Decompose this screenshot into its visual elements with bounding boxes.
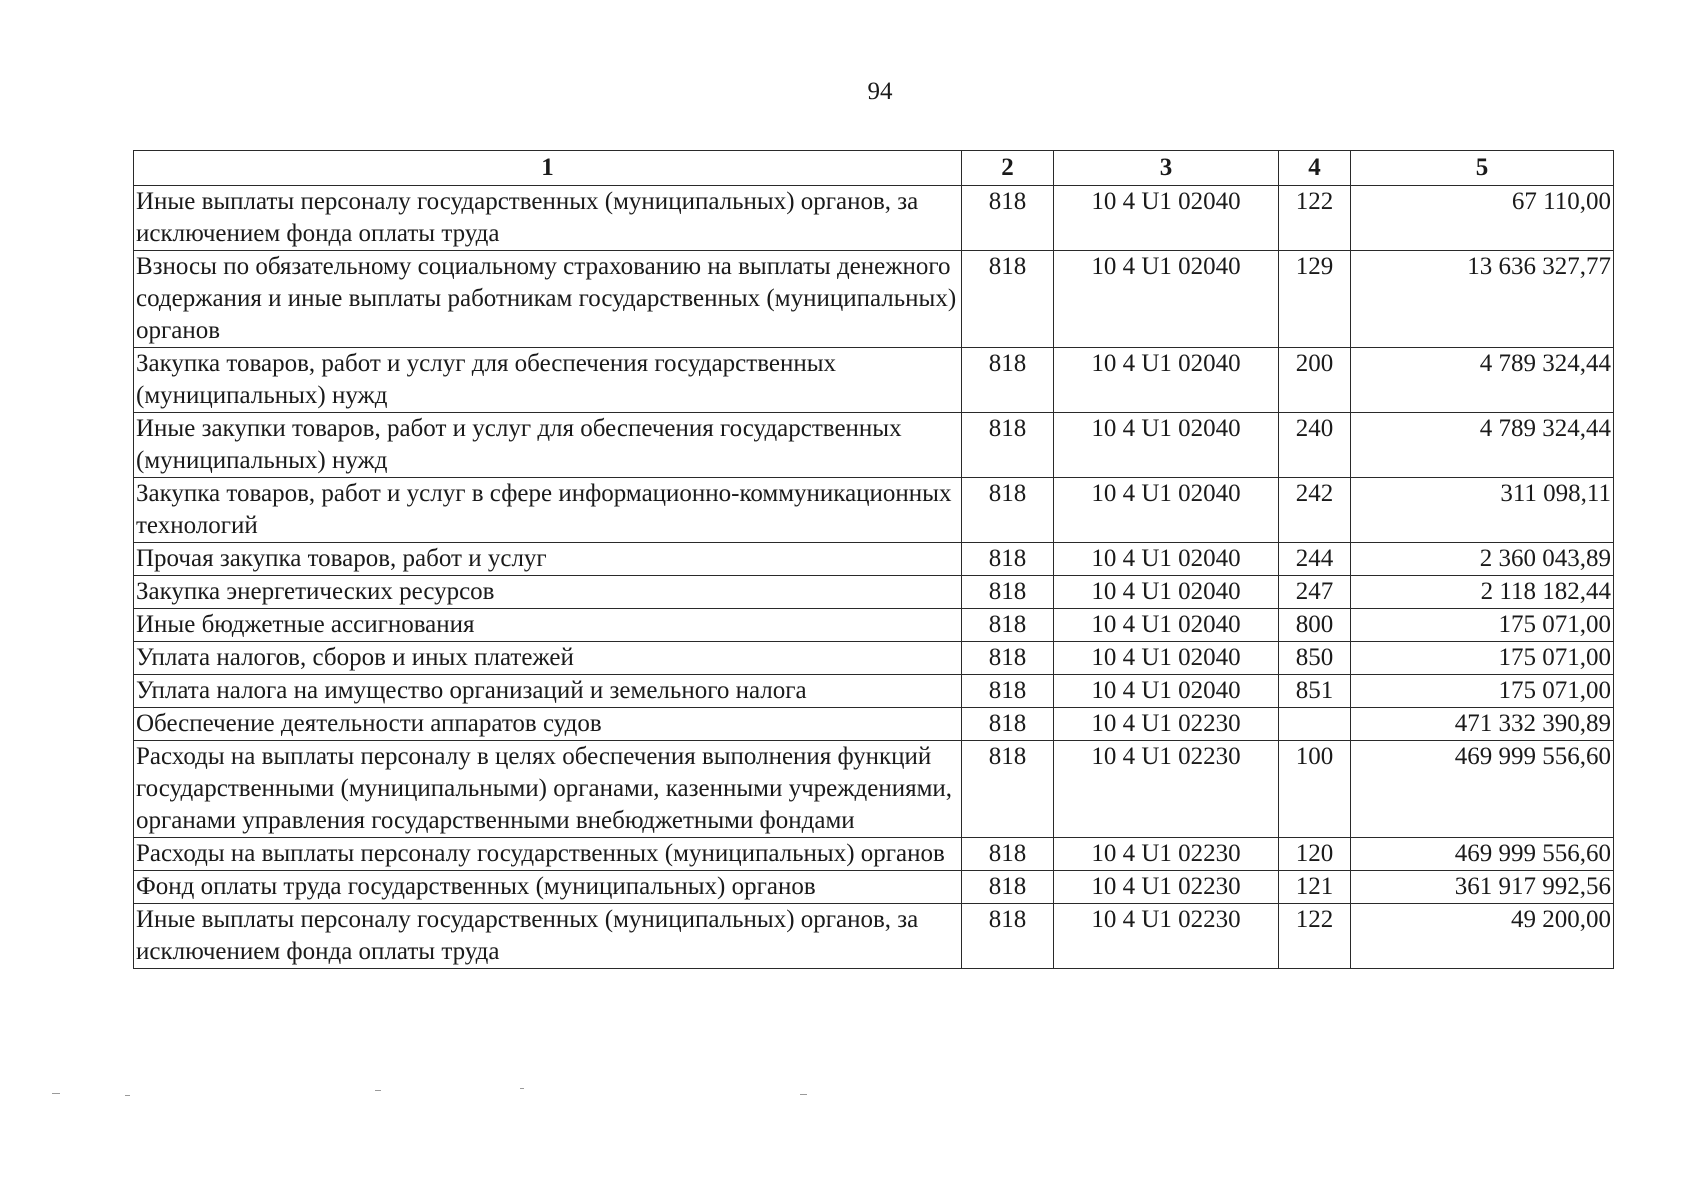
table-header-row <box>134 151 1614 186</box>
scan-speck <box>52 1093 60 1094</box>
scan-speck <box>375 1090 381 1091</box>
row-ministry-cell: 818 <box>962 348 1054 413</box>
row-ministry-cell: 818 <box>962 576 1054 609</box>
row-target-cell: 10 4 U1 02040 <box>1054 251 1279 348</box>
row-ministry-cell: 818 <box>962 186 1054 251</box>
row-target-cell: 10 4 U1 02040 <box>1054 675 1279 708</box>
row-name-cell: Прочая закупка товаров, работ и услуг <box>134 543 962 576</box>
row-target-cell: 10 4 U1 02040 <box>1054 543 1279 576</box>
table-row <box>134 251 1614 348</box>
row-target-cell: 10 4 U1 02230 <box>1054 904 1279 969</box>
row-target-cell: 10 4 U1 02040 <box>1054 478 1279 543</box>
row-ministry-cell: 818 <box>962 741 1054 838</box>
row-ministry-cell: 818 <box>962 904 1054 969</box>
row-expense-cell: 200 <box>1279 348 1351 413</box>
row-name-cell: Расходы на выплаты персоналу государственных (муниципальных) органов <box>134 838 962 871</box>
row-target-cell: 10 4 U1 02230 <box>1054 871 1279 904</box>
table-row <box>134 741 1614 838</box>
row-expense-cell: 850 <box>1279 642 1351 675</box>
row-name-cell: Обеспечение деятельности аппаратов судов <box>134 708 962 741</box>
table-row <box>134 871 1614 904</box>
row-amount-cell: 13 636 327,77 <box>1351 251 1614 348</box>
row-target-cell: 10 4 U1 02040 <box>1054 413 1279 478</box>
row-target-cell: 10 4 U1 02040 <box>1054 576 1279 609</box>
row-amount-cell: 471 332 390,89 <box>1351 708 1614 741</box>
row-ministry-cell: 818 <box>962 642 1054 675</box>
row-expense-cell: 122 <box>1279 186 1351 251</box>
scan-speck <box>800 1094 807 1095</box>
row-ministry-cell: 818 <box>962 543 1054 576</box>
row-amount-cell: 361 917 992,56 <box>1351 871 1614 904</box>
row-amount-cell: 2 360 043,89 <box>1351 543 1614 576</box>
table-row <box>134 838 1614 871</box>
row-amount-cell: 469 999 556,60 <box>1351 741 1614 838</box>
row-name-cell: Закупка товаров, работ и услуг для обеспечения государственных (муниципальных) нужд <box>134 348 962 413</box>
row-ministry-cell: 818 <box>962 871 1054 904</box>
row-ministry-cell: 818 <box>962 609 1054 642</box>
row-amount-cell: 4 789 324,44 <box>1351 348 1614 413</box>
row-amount-cell: 2 118 182,44 <box>1351 576 1614 609</box>
header-col-4: 4 <box>1279 151 1351 186</box>
row-expense-cell: 122 <box>1279 904 1351 969</box>
table-row <box>134 478 1614 543</box>
row-name-cell: Закупка товаров, работ и услуг в сфере информационно-коммуникационных технологий <box>134 478 962 543</box>
header-col-5: 5 <box>1351 151 1614 186</box>
row-name-cell: Взносы по обязательному социальному страхованию на выплаты денежного содержания и иные выплаты работникам государственных (муниципальных) органов <box>134 251 962 348</box>
row-name-cell: Уплата налогов, сборов и иных платежей <box>134 642 962 675</box>
row-amount-cell: 4 789 324,44 <box>1351 413 1614 478</box>
row-expense-cell: 121 <box>1279 871 1351 904</box>
row-target-cell: 10 4 U1 02230 <box>1054 741 1279 838</box>
table-row <box>134 642 1614 675</box>
row-ministry-cell: 818 <box>962 708 1054 741</box>
row-name-cell: Иные закупки товаров, работ и услуг для обеспечения государственных (муниципальных) нужд <box>134 413 962 478</box>
row-name-cell: Иные выплаты персоналу государственных (муниципальных) органов, за исключением фонда оплаты труда <box>134 186 962 251</box>
scan-speck <box>125 1095 130 1096</box>
table-row <box>134 609 1614 642</box>
row-amount-cell: 175 071,00 <box>1351 642 1614 675</box>
row-amount-cell: 311 098,11 <box>1351 478 1614 543</box>
table-row <box>134 675 1614 708</box>
row-expense-cell: 247 <box>1279 576 1351 609</box>
row-name-cell: Иные бюджетные ассигнования <box>134 609 962 642</box>
row-ministry-cell: 818 <box>962 251 1054 348</box>
row-target-cell: 10 4 U1 02040 <box>1054 609 1279 642</box>
row-expense-cell: 851 <box>1279 675 1351 708</box>
row-name-cell: Фонд оплаты труда государственных (муниципальных) органов <box>134 871 962 904</box>
row-target-cell: 10 4 U1 02040 <box>1054 186 1279 251</box>
row-ministry-cell: 818 <box>962 675 1054 708</box>
table-row <box>134 543 1614 576</box>
table-row <box>134 904 1614 969</box>
scan-speck <box>520 1088 524 1089</box>
row-expense-cell <box>1279 708 1351 741</box>
row-expense-cell: 244 <box>1279 543 1351 576</box>
page-number: 94 <box>867 78 893 105</box>
row-name-cell: Уплата налога на имущество организаций и земельного налога <box>134 675 962 708</box>
row-name-cell: Закупка энергетических ресурсов <box>134 576 962 609</box>
row-amount-cell: 175 071,00 <box>1351 609 1614 642</box>
row-amount-cell: 49 200,00 <box>1351 904 1614 969</box>
row-name-cell: Иные выплаты персоналу государственных (муниципальных) органов, за исключением фонда оплаты труда <box>134 904 962 969</box>
row-expense-cell: 100 <box>1279 741 1351 838</box>
table-row <box>134 413 1614 478</box>
header-col-1: 1 <box>134 151 962 186</box>
row-expense-cell: 242 <box>1279 478 1351 543</box>
table-row <box>134 348 1614 413</box>
header-col-2: 2 <box>962 151 1054 186</box>
row-ministry-cell: 818 <box>962 838 1054 871</box>
row-amount-cell: 469 999 556,60 <box>1351 838 1614 871</box>
table-row <box>134 576 1614 609</box>
row-target-cell: 10 4 U1 02040 <box>1054 642 1279 675</box>
budget-table <box>133 150 1614 969</box>
header-col-3: 3 <box>1054 151 1279 186</box>
row-ministry-cell: 818 <box>962 478 1054 543</box>
row-expense-cell: 120 <box>1279 838 1351 871</box>
row-expense-cell: 800 <box>1279 609 1351 642</box>
row-target-cell: 10 4 U1 02230 <box>1054 838 1279 871</box>
row-expense-cell: 129 <box>1279 251 1351 348</box>
row-amount-cell: 175 071,00 <box>1351 675 1614 708</box>
row-target-cell: 10 4 U1 02230 <box>1054 708 1279 741</box>
row-expense-cell: 240 <box>1279 413 1351 478</box>
table-row <box>134 708 1614 741</box>
row-name-cell: Расходы на выплаты персоналу в целях обеспечения выполнения функций государственными (муниципальными) органами, казенными учреждениями, органами управления государственными внебюджетными фондами <box>134 741 962 838</box>
row-ministry-cell: 818 <box>962 413 1054 478</box>
row-target-cell: 10 4 U1 02040 <box>1054 348 1279 413</box>
table-row <box>134 186 1614 251</box>
row-amount-cell: 67 110,00 <box>1351 186 1614 251</box>
